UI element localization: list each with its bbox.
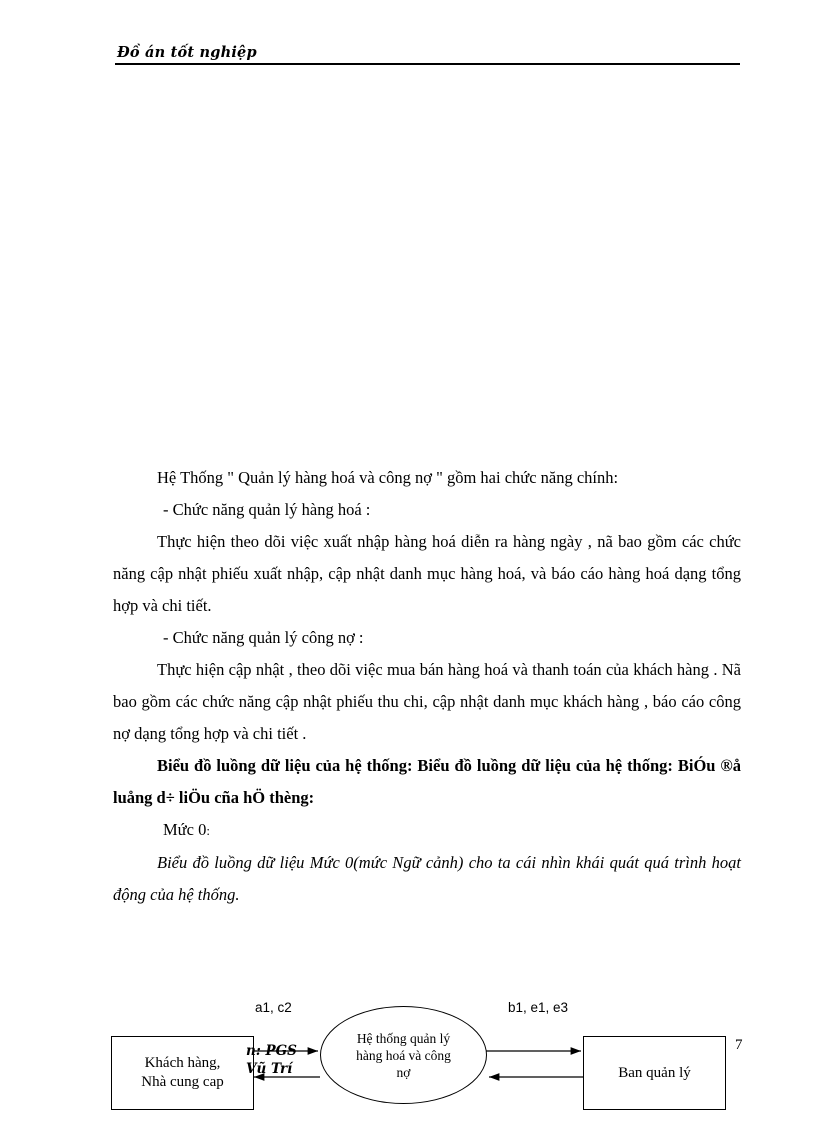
process-line1: Hệ thống quản lý <box>356 1030 451 1046</box>
process-system <box>320 1006 487 1104</box>
paragraph-function-goods-heading: - Chức năng quản lý hàng hoá : <box>163 500 371 519</box>
overlay-advisor-text <box>246 1042 297 1078</box>
flow-label-left: a1, c2 <box>255 1000 292 1015</box>
paragraph-function-goods-desc: Thực hiện theo dõi việc xuất nhập hàng hoá diễn ra hàng ngày , nã bao gồm các chức năng cập nhật phiếu xuất nhập, cập nhật danh mục hàng hoá, và báo cáo hàng hoá dạng tổng hợp và chi tiết. <box>113 532 741 615</box>
overlay-line2: Vũ Trí <box>246 1061 293 1077</box>
flow-label-right: b1, e1, e3 <box>508 1000 569 1015</box>
process-line3: nợ <box>396 1064 411 1080</box>
header-divider <box>115 63 740 65</box>
header-title: Đồ án tốt nghiệp <box>117 44 257 61</box>
document-body <box>113 462 741 911</box>
overlay-line1: n: PGS <box>246 1043 297 1059</box>
level-label-text: Mức 0 <box>163 820 207 839</box>
customer-supplier-line2: Nhà cung cap <box>141 1074 224 1090</box>
management-label: Ban quản lý <box>618 1064 691 1081</box>
customer-supplier-line1: Khách hàng, <box>144 1055 221 1071</box>
paragraph-intro: Hệ Thống " Quản lý hàng hoá và công nợ " gồm hai chức năng chính: <box>157 468 619 487</box>
paragraph-level0-desc: Biểu đồ luồng dữ liệu Mức 0(mức Ngữ cảnh) cho ta cái nhìn khái quát quá trình hoạt động của hệ thống. <box>113 853 741 904</box>
dfd-level0-diagram <box>0 965 816 1123</box>
process-line2: hàng hoá và công <box>356 1047 451 1063</box>
paragraph-function-debt-desc: Thực hiện cập nhật , theo dõi việc mua bán hàng hoá và thanh toán của khách hàng . Nã bao gồm các chức năng cập nhật phiếu thu chi, cập nhật danh mục khách hàng , báo cáo công nợ dạng tổng hợp và chi tiết . <box>113 660 741 743</box>
page-number: 7 <box>735 1037 743 1053</box>
paragraph-level-label <box>113 814 741 847</box>
external-entity-customer-supplier <box>111 1036 254 1110</box>
level-label-colon: : <box>206 823 210 838</box>
external-entity-management <box>583 1036 726 1110</box>
page-header <box>115 44 740 65</box>
paragraph-function-debt-heading: - Chức năng quản lý công nợ : <box>163 628 364 647</box>
paragraph-dfd-heading: Biểu đồ luồng dữ liệu của hệ thống: Biểu đồ luồng dữ liệu của hệ thống: BiÓu ®å luång d÷ liÖu cña hÖ thèng: <box>113 756 741 807</box>
